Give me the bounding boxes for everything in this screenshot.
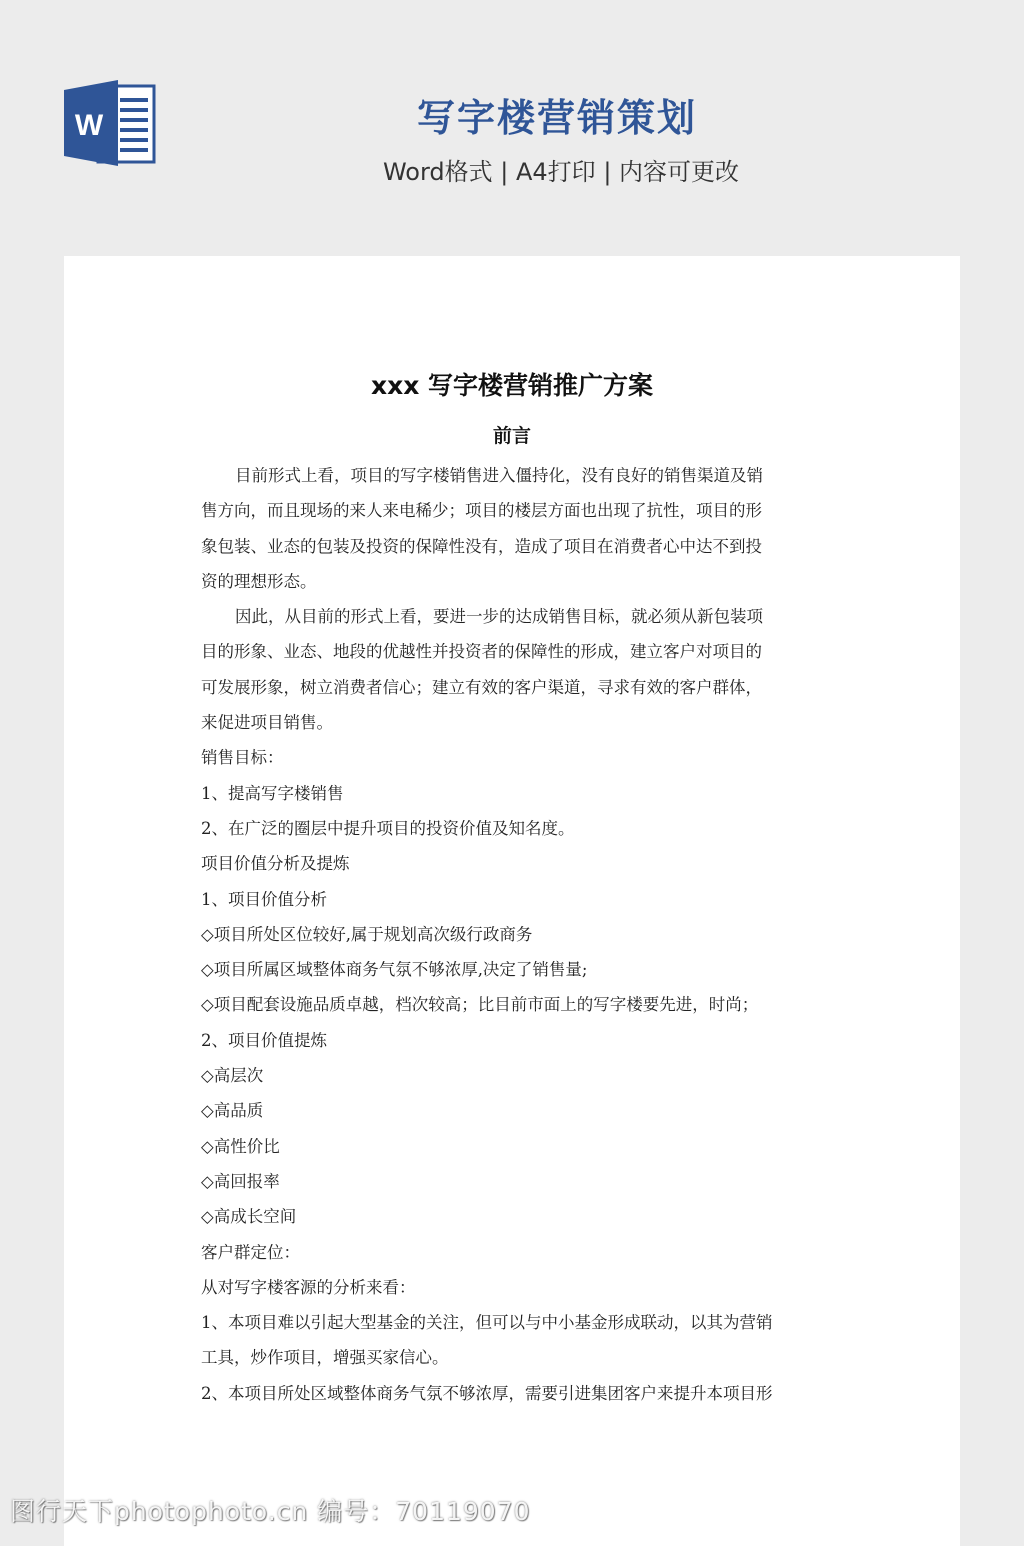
- document-page: [64, 256, 960, 1546]
- body-line: 可发展形象，树立消费者信心；建立有效的客户渠道，寻求有效的客户群体，: [201, 677, 762, 697]
- body-line: 来促进项目销售。: [201, 713, 333, 733]
- section-heading-preface: 前言: [492, 425, 531, 447]
- body-line: 象包装、业态的包装及投资的保障性没有，造成了项目在消费者心中达不到投: [201, 536, 762, 556]
- body-line: ◇高品质: [201, 1101, 264, 1121]
- body-line: 工具，炒作项目，增强买家信心。: [201, 1348, 449, 1368]
- body-line: 2、在广泛的圈层中提升项目的投资价值及知名度。: [201, 818, 575, 838]
- document-title: xxx 写字楼营销推广方案: [370, 371, 654, 400]
- body-line: 目前形式上看，项目的写字楼销售进入僵持化，没有良好的销售渠道及销: [235, 466, 763, 485]
- body-line: 2、项目价值提炼: [201, 1030, 327, 1050]
- body-line: 项目价值分析及提炼: [201, 854, 350, 874]
- body-line: ◇高性价比: [201, 1136, 280, 1156]
- body-line: 因此，从目前的形式上看，要进一步的达成销售目标，就必须从新包装项: [235, 607, 763, 627]
- body-line: 售方向，而且现场的来人来电稀少；项目的楼层方面也出现了抗性，项目的形: [201, 501, 762, 521]
- body-line: 从对写字楼客源的分析来看：: [201, 1277, 416, 1297]
- body-line: 资的理想形态。: [201, 571, 317, 591]
- doc-type-subtitle: Word格式 | A4打印 | 内容可更改: [382, 158, 740, 186]
- word-icon-letter: W: [74, 109, 104, 142]
- body-line: ◇项目所处区位较好,属于规划高次级行政商务: [201, 924, 533, 944]
- body-line: ◇项目所属区域整体商务气氛不够浓厚,决定了销售量;: [201, 960, 588, 980]
- watermark: 图行天下photophoto.cn 编号：70119070: [10, 1497, 531, 1526]
- body-line: 客户群定位：: [201, 1242, 300, 1262]
- body-line: ◇项目配套设施品质卓越，档次较高；比目前市面上的写字楼要先进，时尚；: [201, 995, 759, 1015]
- body-line: 1、项目价值分析: [201, 889, 327, 909]
- body-line: 目的形象、业态、地段的优越性并投资者的保障性的形成，建立客户对项目的: [201, 642, 762, 662]
- header-banner: [0, 0, 1024, 250]
- document-body: [201, 458, 831, 1411]
- body-line: 销售目标：: [201, 748, 284, 768]
- body-line: 2、本项目所处区域整体商务气氛不够浓厚，需要引进集团客户来提升本项目形: [201, 1383, 773, 1403]
- body-line: 1、提高写字楼销售: [201, 783, 344, 803]
- doc-type-title: 写字楼营销策划: [416, 96, 697, 140]
- body-line: ◇高层次: [201, 1066, 264, 1086]
- body-line: 1、本项目难以引起大型基金的关注，但可以与中小基金形成联动，以其为营销: [201, 1313, 773, 1333]
- body-line: ◇高成长空间: [201, 1207, 297, 1227]
- body-line: ◇高回报率: [201, 1171, 280, 1191]
